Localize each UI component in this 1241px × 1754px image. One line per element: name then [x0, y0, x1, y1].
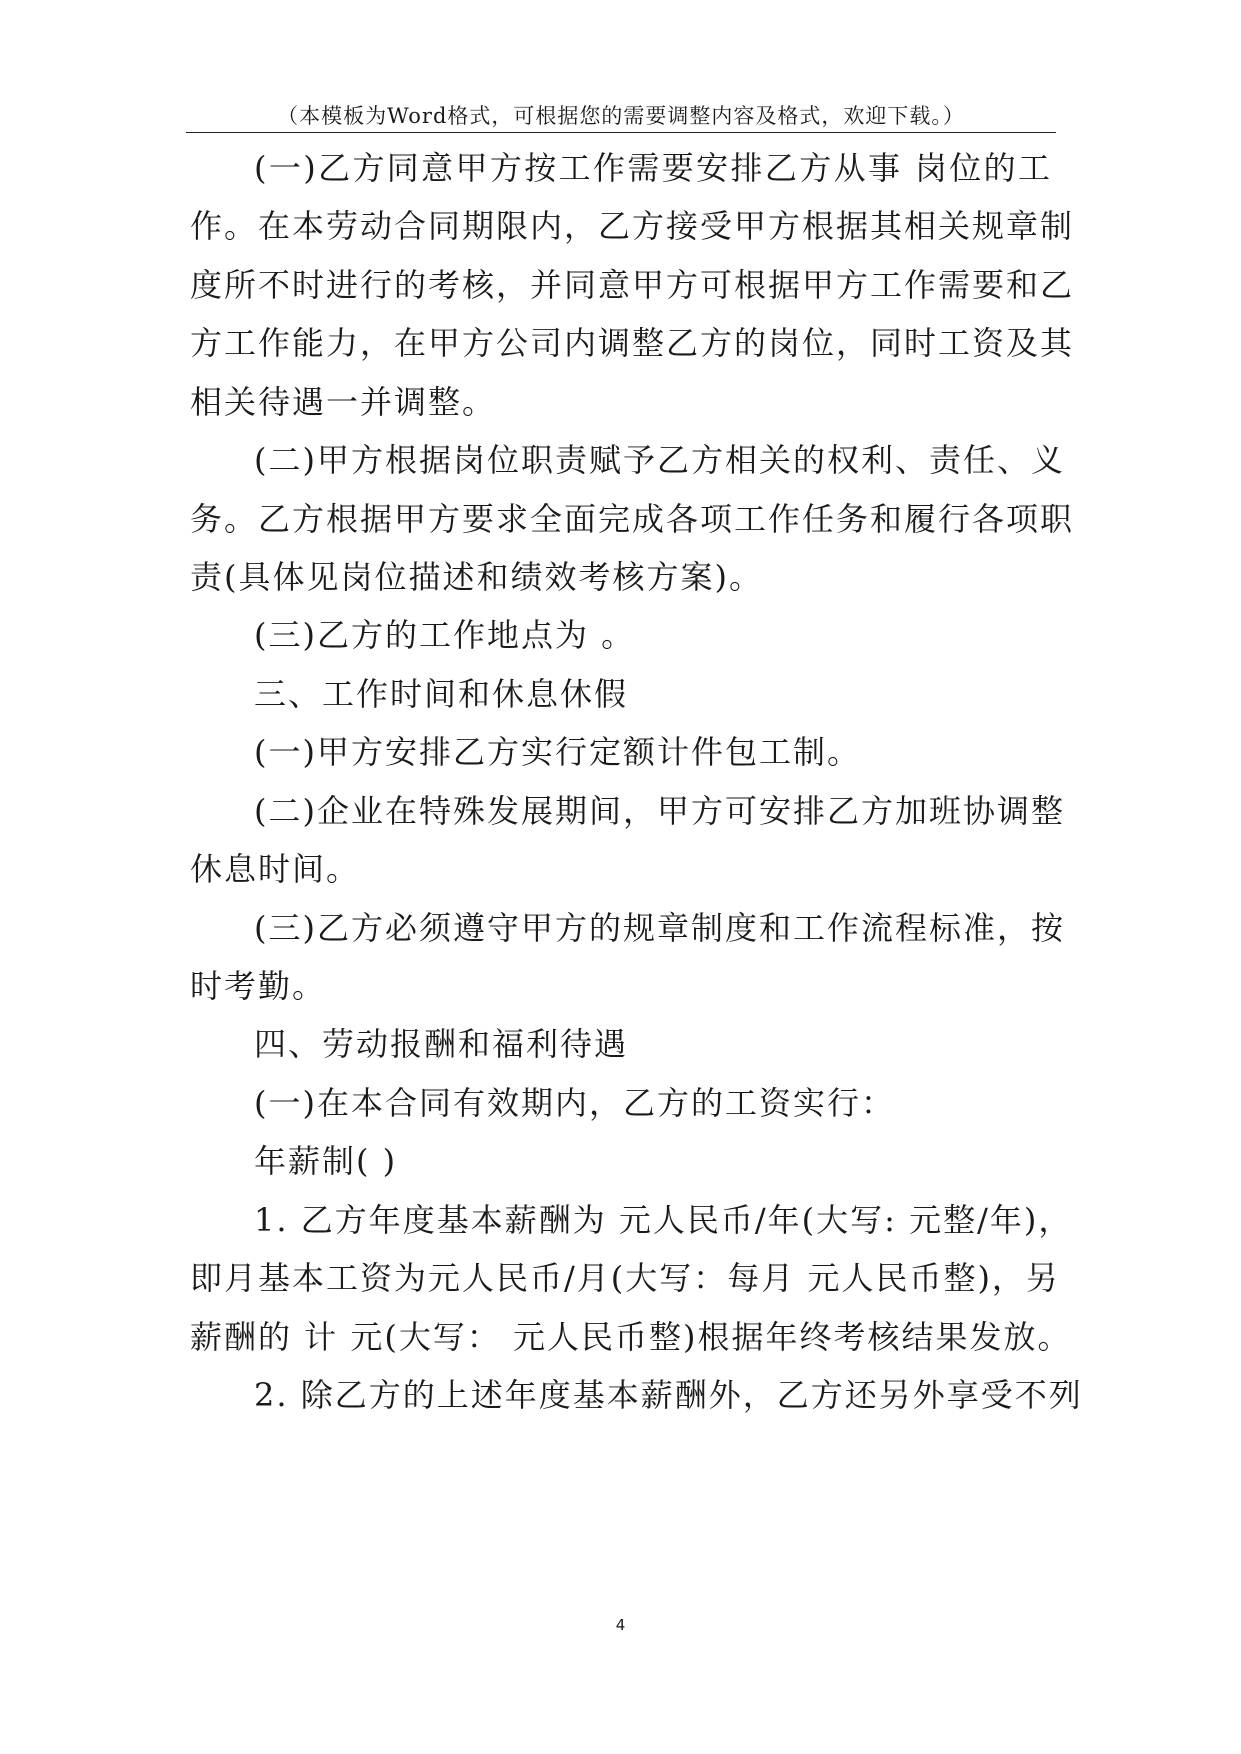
- body-line: 年薪制( ): [254, 1142, 398, 1180]
- body-line: 责(具体见岗位描述和绩效考核方案)。: [190, 558, 763, 596]
- body-line: 方工作能力，在甲方公司内调整乙方的岗位，同时工资及其: [190, 324, 1075, 362]
- body-line: 相关待遇一并调整。: [190, 383, 497, 421]
- body-line: 即月基本工资为元人民币/月(大写：每月 元人民币整)，另: [190, 1259, 1060, 1297]
- body-line: 度所不时进行的考核，并同意甲方可根据甲方工作需要和乙: [190, 266, 1075, 304]
- body-line: (一)乙方同意甲方按工作需要安排乙方从事 岗位的工: [254, 149, 1052, 187]
- body-line: 薪酬的 计 元(大写： 元人民币整)根据年终考核结果发放。: [190, 1318, 1072, 1356]
- body-line: (三)乙方必须遵守甲方的规章制度和工作流程标准，按: [254, 909, 1065, 947]
- header-divider: [186, 132, 1056, 133]
- body-line: 务。乙方根据甲方要求全面完成各项工作任务和履行各项职: [190, 500, 1075, 538]
- body-line: (一)甲方安排乙方实行定额计件包工制。: [254, 733, 861, 771]
- body-line: 休息时间。: [190, 850, 361, 888]
- body-line: (一)在本合同有效期内，乙方的工资实行：: [254, 1084, 895, 1122]
- body-line: (二)企业在特殊发展期间，甲方可安排乙方加班协调整: [254, 792, 1065, 830]
- section-heading: 三、工作时间和休息休假: [254, 675, 629, 713]
- body-line: (二)甲方根据岗位职责赋予乙方相关的权利、责任、义: [254, 441, 1065, 479]
- page-header: （本模板为Word格式，可根据您的需要调整内容及格式，欢迎下载。）: [277, 104, 965, 128]
- body-line: 作。在本劳动合同期限内，乙方接受甲方根据其相关规章制: [190, 207, 1075, 245]
- body-line: 时考勤。: [190, 967, 327, 1005]
- body-line: 1. 乙方年度基本薪酬为 元人民币/年(大写: 元整/年)，: [254, 1201, 1073, 1239]
- page-number: 4: [615, 1616, 626, 1634]
- body-line: 2. 除乙方的上述年度基本薪酬外，乙方还另外享受不列: [254, 1376, 1083, 1414]
- section-heading: 四、劳动报酬和福利待遇: [254, 1025, 629, 1063]
- body-line: (三)乙方的工作地点为 。: [254, 616, 636, 654]
